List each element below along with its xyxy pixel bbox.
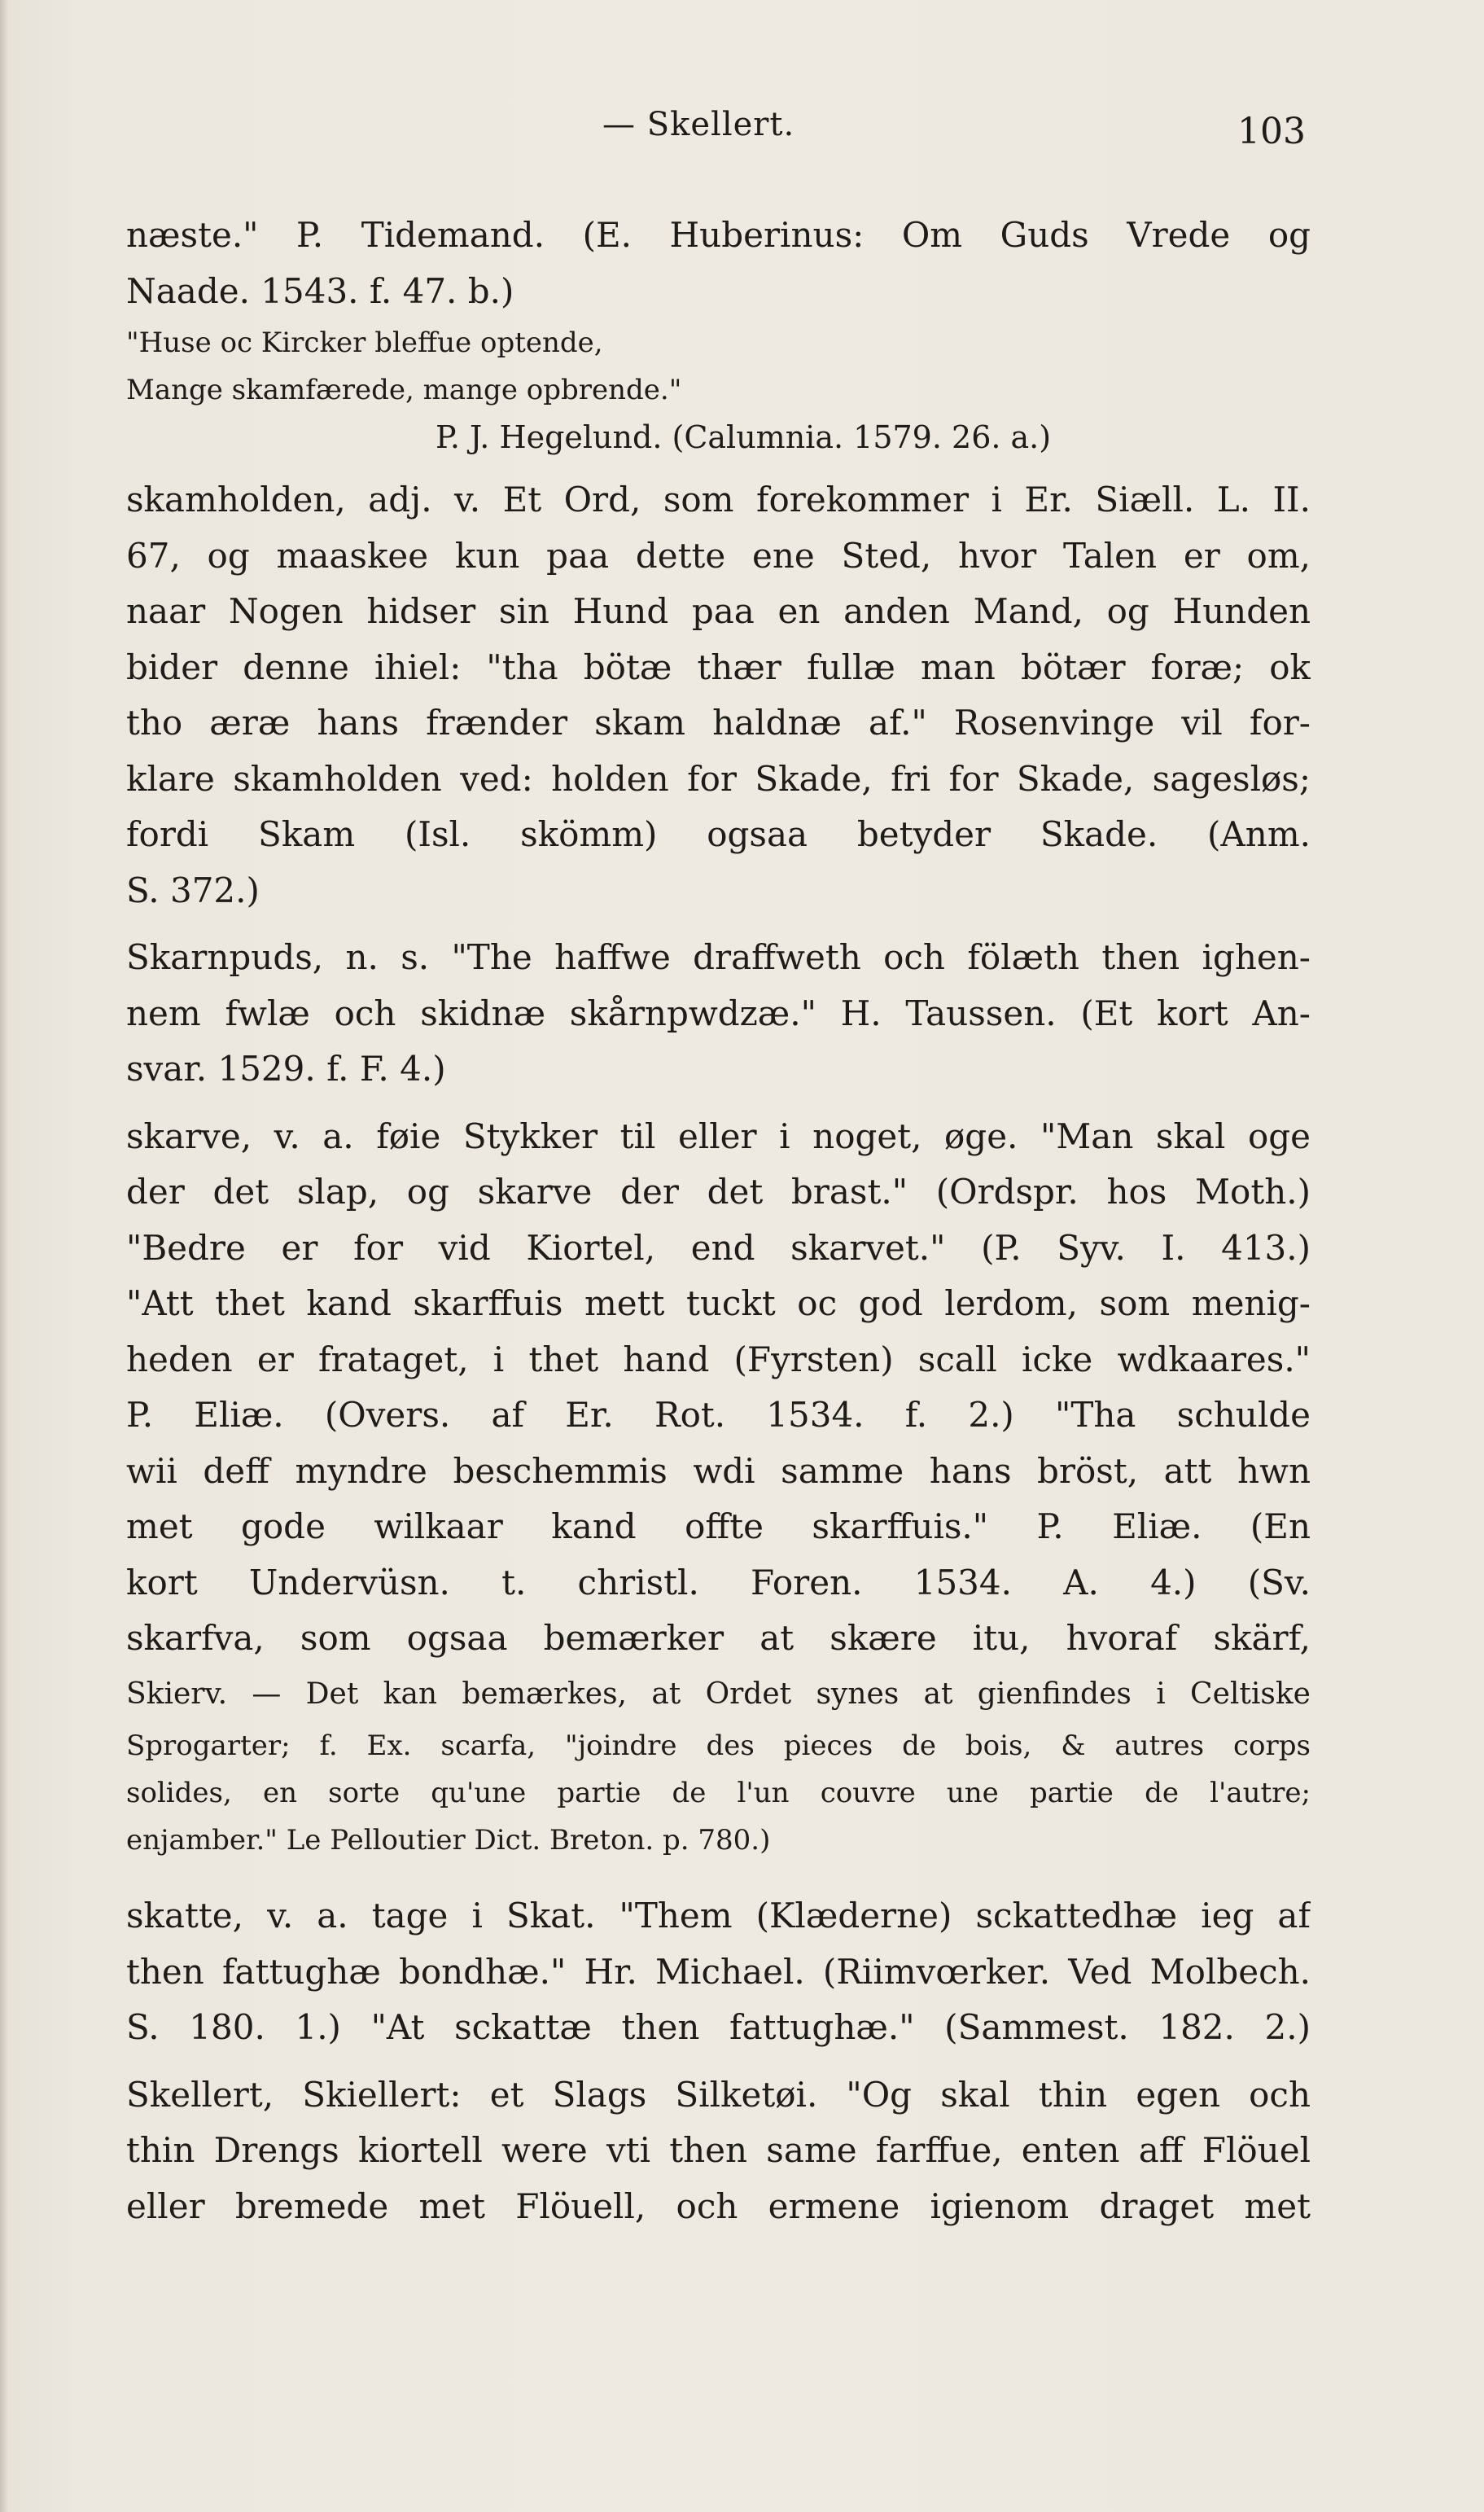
text-line: "Huse oc Kircker bleffue optende, [126,327,603,359]
text-line: skatte, v. a. tage i Skat. "Them (Klæderne) sckattedhæ ieg af [126,1896,1311,1936]
text-line: heden er frataget, i thet hand (Fyrsten) scall icke wdkaares." [126,1339,1311,1379]
text-line: Naade. 1543. f. 47. b.) [126,270,514,311]
text-line: eller bremede met Flöuell, och ermene igienom draget met [126,2185,1311,2226]
text-line: skarfva, som ogsaa bemærker at skære itu, hvoraf skärf, [126,1618,1311,1658]
verse-quote [126,319,1311,414]
text-line: enjamber." Le Pelloutier Dict. Breton. p. 780.) [126,1824,771,1857]
quote-citation: P. J. Hegelund. (Calumnia. 1579. 26. a.) [436,419,1052,455]
text-line: naar Nogen hidser sin Hund paa en anden Mand, og Hunden [126,591,1311,631]
text-line: klare skamholden ved: holden for Skade, fri for Skade, sagesløs; fordi Skam (Isl. skömm) ogsaa betyder Skade. (Anm. [126,758,1311,854]
text-line: skamholden, adj. v. Et Ord, som forekommer i Er. Siæll. L. II. [126,480,1311,519]
text-line: S. 372.) [126,870,260,910]
text-line: der det slap, og skarve der det brast." (Ordspr. hos Moth.) [126,1172,1311,1212]
text-line: nem fwlæ och skidnæ skårnpwdzæ." H. Taussen. (Et kort An- [126,993,1311,1033]
text-line: then fattughæ bondhæ." Hr. Michael. (Riimvœrker. Ved Molbech. [126,1951,1311,1992]
dictionary-entry-skarve [126,1109,1311,1723]
text-line: thin Drengs kiortell were vti then same farffue, enten aff Flöuel [126,2130,1311,2170]
text-line: næste." P. Tidemand. (E. Huberinus: Om Guds Vrede og [126,215,1311,255]
page-text [126,208,1311,2234]
text-line: solides, en sorte qu'une partie de l'un couvre une partie de l'autre; [126,1777,1311,1809]
text-line: Skellert, Skiellert: et Slags Silketøi. "Og skal thin egen och [126,2074,1311,2115]
text-line: S. 180. 1.) "At sckattæ then fattughæ." (Sammest. 182. 2.) [126,2007,1311,2047]
text-line: met gode wilkaar kand offte skarffuis." P. Eliæ. (En [126,1506,1311,1546]
text-line: kort Undervüsn. t. christl. Foren. 1534. A. 4.) (Sv. [126,1562,1311,1602]
text-line: 67, og maaskee kun paa dette ene Sted, hvor Talen er om, [126,535,1311,576]
continuation-paragraph [126,208,1311,319]
page-edge-shadow [0,0,8,2512]
dictionary-entry-skellert [126,2067,1311,2235]
text-line: wii deff myndre beschemmis wdi samme hans bröst, att hwn [126,1450,1311,1491]
running-head: — Skellert. [602,106,795,143]
text-line: Mange skamfærede, mange opbrende." [126,374,682,406]
text-line: skarve, v. a. føie Stykker til eller i noget, øge. "Man skal oge [126,1116,1311,1156]
text-line: "Bedre er for vid Kiortel, end skarvet." (P. Syv. I. 413.) [126,1227,1311,1268]
page-header [0,106,1484,155]
text-line: P. Eliæ. (Overs. af Er. Rot. 1534. f. 2.) "Tha schulde [126,1395,1311,1435]
text-line: Skierv. — Det kan bemærkes, at Ordet synes at gienfindes i Celtiske [126,1677,1311,1711]
dictionary-entry-skarnpuds [126,930,1311,1098]
text-line: tho æræ hans frænder skam haldnæ af." Rosenvinge vil for- [126,703,1311,743]
text-line: bider denne ihiel: "tha bötæ thær fullæ man bötær foræ; ok [126,647,1311,687]
etymology-note [126,1722,1311,1864]
text-line: svar. 1529. f. F. 4.) [126,1049,446,1089]
dictionary-entry-skatte [126,1888,1311,2056]
text-line: Skarnpuds, n. s. "The haffwe draffweth och fölæth then ighen- [126,937,1311,977]
text-line: "Att thet kand skarffuis mett tuckt oc god lerdom, som menig- [126,1283,1311,1323]
dictionary-entry-skamholden [126,472,1311,918]
page-number: 103 [1237,111,1306,152]
text-line: Sprogarter; f. Ex. scarfa, "joindre des pieces de bois, & autres corps [126,1729,1311,1762]
